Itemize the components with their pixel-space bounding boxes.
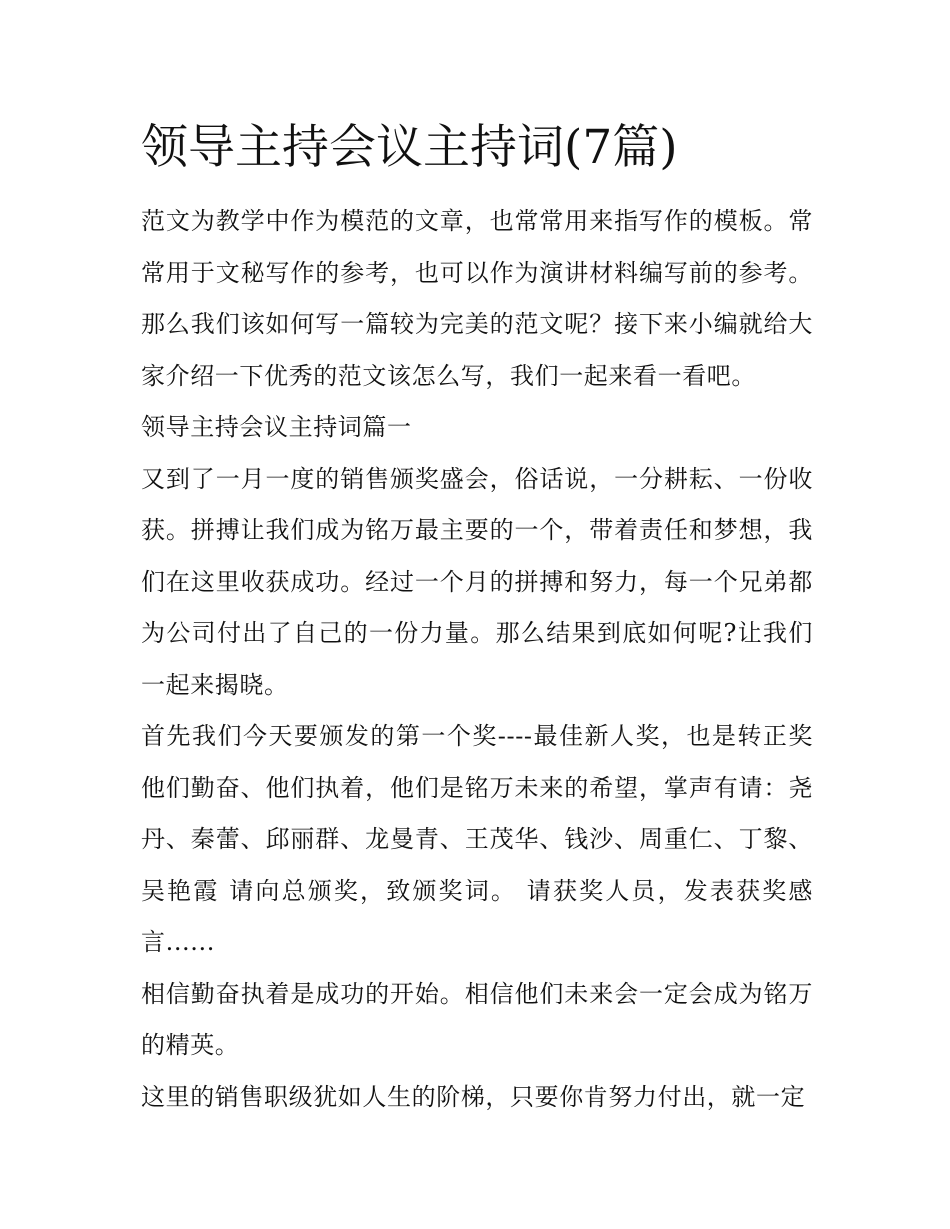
- body-paragraph: 首先我们今天要颁发的第一个奖----最佳新人奖，也是转正奖他们勤奋、他们执着，他们是铭万未来的希望，掌声有请：尧丹、秦蕾、邱丽群、龙曼青、王茂华、钱沙、周重仁、丁黎、吴艳霞 请向总颁奖，致颁奖词。 请获奖人员，发表获奖感言......: [141, 722, 813, 956]
- intro-paragraph: 范文为教学中作为模范的文章，也常常用来指写作的模板。常常用于文秘写作的参考，也可以作为演讲材料编写前的参考。那么我们该如何写一篇较为完美的范文呢？接下来小编就给大家介绍一下优秀的范文该怎么写，我们一起来看一看吧。: [141, 207, 813, 390]
- body-paragraph: 这里的销售职级犹如人生的阶梯，只要你肯努力付出，就一定: [141, 1082, 806, 1111]
- body-paragraph: 又到了一月一度的销售颁奖盛会，俗话说，一分耕耘、一份收获。拼搏让我们成为铭万最主要的一个，带着责任和梦想，我们在这里收获成功。经过一个月的拼搏和努力，每一个兄弟都为公司付出了自己的一份力量。那么结果到底如何呢?让我们一起来揭晓。: [141, 464, 813, 699]
- section-heading: 领导主持会议主持词篇一: [141, 413, 412, 441]
- document-title: 领导主持会议主持词(7篇): [141, 120, 678, 175]
- body-paragraph: 相信勤奋执着是成功的开始。相信他们未来会一定会成为铭万的精英。: [141, 979, 813, 1059]
- document-body: [141, 114, 813, 1123]
